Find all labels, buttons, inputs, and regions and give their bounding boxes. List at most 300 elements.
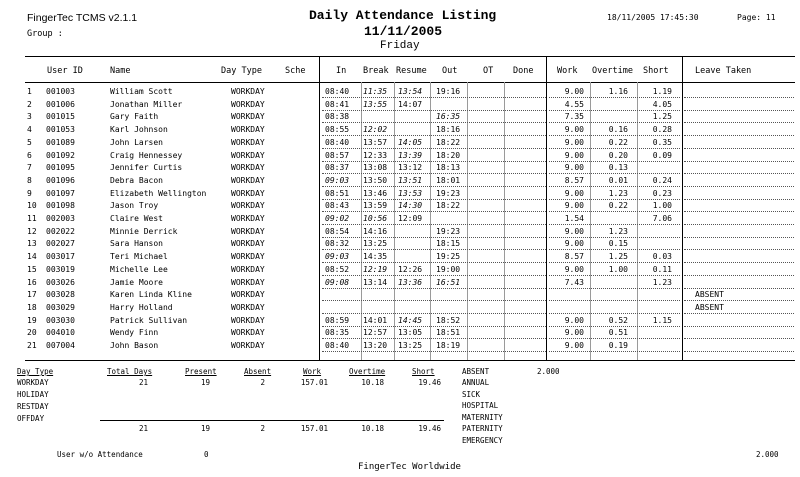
- day-type-cell: WORKDAY: [231, 316, 265, 325]
- short-cell: 1.00: [652, 201, 672, 210]
- break-cell: 10:56: [363, 214, 388, 223]
- leave-taken-cell: ABSENT: [695, 303, 724, 312]
- in-cell: 08:41: [325, 100, 350, 109]
- row-number: 5: [27, 138, 32, 147]
- row-separator: [549, 300, 680, 301]
- user-without-attendance-value: 0: [204, 450, 209, 459]
- in-cell: 08:52: [325, 265, 350, 274]
- row-number: 17: [27, 290, 37, 299]
- row-number: 11: [27, 214, 37, 223]
- row-number: 7: [27, 163, 32, 172]
- break-cell: 13:55: [363, 100, 388, 109]
- summary-total-days: 21: [138, 424, 148, 433]
- user-without-attendance-label: User w/o Attendance: [57, 450, 143, 459]
- row-number: 8: [27, 176, 32, 185]
- name-cell: Jason Troy: [110, 201, 159, 210]
- break-cell: 12:02: [363, 125, 388, 134]
- name-cell: Craig Hennessey: [110, 151, 183, 160]
- name-cell: Jonathan Miller: [110, 100, 183, 109]
- col-header-user-id: User ID: [47, 66, 83, 76]
- short-cell: 0.09: [652, 151, 672, 160]
- out-cell: 18:13: [436, 163, 461, 172]
- row-separator: [684, 351, 794, 352]
- col-header-leave-taken: Leave Taken: [695, 66, 752, 76]
- work-cell: 9.00: [564, 328, 584, 337]
- resume-cell: 13:36: [398, 278, 423, 287]
- work-cell: 9.00: [564, 189, 584, 198]
- user-id-cell: 003028: [46, 290, 75, 299]
- row-separator: [549, 351, 680, 352]
- short-cell: 1.23: [652, 278, 672, 287]
- in-cell: 08:55: [325, 125, 350, 134]
- break-cell: 13:59: [363, 201, 388, 210]
- in-cell: 08:38: [325, 112, 350, 121]
- name-cell: John Bason: [110, 341, 159, 350]
- out-cell: 18:22: [436, 201, 461, 210]
- summary-header-work: Work: [303, 367, 322, 376]
- table-row: [0, 200, 800, 212]
- row-separator: [322, 275, 546, 276]
- user-id-cell: 004010: [46, 328, 75, 337]
- work-cell: 7.43: [564, 278, 584, 287]
- name-cell: John Larsen: [110, 138, 163, 147]
- work-cell: 9.00: [564, 265, 584, 274]
- break-cell: 11:35: [363, 87, 388, 96]
- row-number: 1: [27, 87, 32, 96]
- in-cell: 08:40: [325, 138, 350, 147]
- in-cell: 08:37: [325, 163, 350, 172]
- summary-workday-overtime: 10.18: [361, 378, 384, 387]
- resume-cell: 13:39: [398, 151, 423, 160]
- footer-company: FingerTec Worldwide: [358, 462, 461, 472]
- break-cell: 12:57: [363, 328, 388, 337]
- col-header-day-type: Day Type: [221, 66, 262, 76]
- out-cell: 18:01: [436, 176, 461, 185]
- work-cell: 9.00: [564, 341, 584, 350]
- short-cell: 7.06: [652, 214, 672, 223]
- row-separator: [684, 275, 794, 276]
- summary-workday-absent: 2: [260, 378, 265, 387]
- table-row: [0, 162, 800, 174]
- table-row: [0, 289, 800, 301]
- break-cell: 13:25: [363, 239, 388, 248]
- resume-cell: 14:45: [398, 316, 423, 325]
- out-cell: 18:51: [436, 328, 461, 337]
- day-type-cell: WORKDAY: [231, 290, 265, 299]
- break-cell: 13:20: [363, 341, 388, 350]
- overtime-cell: 0.52: [608, 316, 628, 325]
- short-cell: 1.15: [652, 316, 672, 325]
- summary-workday-present: 19: [200, 378, 210, 387]
- name-cell: William Scott: [110, 87, 173, 96]
- col-header-resume: Resume: [396, 66, 427, 76]
- name-cell: Patrick Sullivan: [110, 316, 188, 325]
- row-separator: [549, 211, 680, 212]
- row-separator: [322, 211, 546, 212]
- row-number: 2: [27, 100, 32, 109]
- row-separator: [684, 262, 794, 263]
- day-type-cell: WORKDAY: [231, 239, 265, 248]
- leave-type-sick: SICK: [462, 390, 481, 399]
- break-cell: 14:16: [363, 227, 388, 236]
- user-id-cell: 002022: [46, 227, 75, 236]
- out-cell: 18:22: [436, 138, 461, 147]
- name-cell: Teri Michael: [110, 252, 168, 261]
- overtime-cell: 0.22: [608, 138, 628, 147]
- in-cell: 08:43: [325, 201, 350, 210]
- leave-type-maternity: MATERNITY: [462, 413, 503, 422]
- summary-workday-total: 21: [138, 378, 148, 387]
- report-title: Daily Attendance Listing: [309, 8, 497, 23]
- row-separator: [549, 186, 680, 187]
- table-row: [0, 340, 800, 352]
- table-row: [0, 302, 800, 314]
- row-separator: [322, 173, 546, 174]
- row-separator: [322, 122, 546, 123]
- leave-grand-total: 2.000: [756, 450, 779, 459]
- name-cell: Wendy Finn: [110, 328, 159, 337]
- user-id-cell: 001098: [46, 201, 75, 210]
- table-header-rule: [25, 82, 795, 83]
- summary-type-restday: RESTDAY: [17, 402, 49, 411]
- table-row: [0, 124, 800, 136]
- user-id-cell: 001092: [46, 151, 75, 160]
- out-cell: 18:19: [436, 341, 461, 350]
- row-separator: [549, 262, 680, 263]
- out-cell: 16:51: [436, 278, 461, 287]
- leave-absent-value: 2.000: [537, 367, 560, 376]
- row-separator: [549, 249, 680, 250]
- resume-cell: 13:05: [398, 328, 423, 337]
- name-cell: Elizabeth Wellington: [110, 189, 207, 198]
- col-header-work: Work: [557, 66, 578, 76]
- summary-total-work: 157.01: [300, 424, 328, 433]
- day-type-cell: WORKDAY: [231, 151, 265, 160]
- group-label: Group :: [27, 29, 63, 39]
- name-cell: Claire West: [110, 214, 163, 223]
- summary-header-total-days: Total Days: [107, 367, 153, 376]
- row-number: 18: [27, 303, 37, 312]
- row-separator: [684, 148, 794, 149]
- row-separator: [549, 173, 680, 174]
- table-row: [0, 213, 800, 225]
- row-separator: [322, 338, 546, 339]
- summary-header-absent: Absent: [244, 367, 272, 376]
- overtime-cell: 0.19: [608, 341, 628, 350]
- resume-cell: 12:26: [398, 265, 423, 274]
- col-header-ot: OT: [483, 66, 494, 76]
- row-separator: [549, 313, 680, 314]
- name-cell: Karl Johnson: [110, 125, 168, 134]
- summary-header-short: Short: [412, 367, 435, 376]
- app-version: FingerTec TCMS v2.1.1: [27, 12, 138, 24]
- table-row: [0, 86, 800, 98]
- print-timestamp: 18/11/2005 17:45:30: [607, 13, 699, 22]
- row-number: 12: [27, 227, 37, 236]
- name-cell: Gary Faith: [110, 112, 159, 121]
- in-cell: 08:54: [325, 227, 350, 236]
- work-cell: 7.35: [564, 112, 584, 121]
- table-row: [0, 137, 800, 149]
- out-cell: 18:16: [436, 125, 461, 134]
- work-cell: 9.00: [564, 151, 584, 160]
- day-type-cell: WORKDAY: [231, 201, 265, 210]
- row-separator: [549, 148, 680, 149]
- row-separator: [322, 300, 546, 301]
- day-type-cell: WORKDAY: [231, 278, 265, 287]
- short-cell: 0.35: [652, 138, 672, 147]
- table-row: [0, 264, 800, 276]
- work-cell: 8.57: [564, 176, 584, 185]
- user-id-cell: 002027: [46, 239, 75, 248]
- row-number: 4: [27, 125, 32, 134]
- user-id-cell: 001097: [46, 189, 75, 198]
- out-cell: 19:16: [436, 87, 461, 96]
- in-cell: 08:51: [325, 189, 350, 198]
- user-id-cell: 003019: [46, 265, 75, 274]
- out-cell: 19:00: [436, 265, 461, 274]
- row-separator: [549, 135, 680, 136]
- row-number: 3: [27, 112, 32, 121]
- name-cell: Michelle Lee: [110, 265, 168, 274]
- page-number: Page: 11: [737, 13, 776, 22]
- name-cell: Harry Holland: [110, 303, 173, 312]
- resume-cell: 14:30: [398, 201, 423, 210]
- summary-total-short: 19.46: [418, 424, 441, 433]
- row-number: 6: [27, 151, 32, 160]
- short-cell: 0.24: [652, 176, 672, 185]
- row-separator: [549, 275, 680, 276]
- col-header-sche: Sche: [285, 66, 306, 76]
- user-id-cell: 001015: [46, 112, 75, 121]
- in-cell: 08:40: [325, 87, 350, 96]
- row-number: 13: [27, 239, 37, 248]
- resume-cell: 14:07: [398, 100, 423, 109]
- col-header-done: Done: [513, 66, 534, 76]
- row-number: 10: [27, 201, 37, 210]
- table-row: [0, 251, 800, 263]
- name-cell: Jennifer Curtis: [110, 163, 183, 172]
- work-cell: 4.55: [564, 100, 584, 109]
- user-id-cell: 002003: [46, 214, 75, 223]
- overtime-cell: 1.16: [608, 87, 628, 96]
- day-type-cell: WORKDAY: [231, 227, 265, 236]
- user-id-cell: 001096: [46, 176, 75, 185]
- summary-type-offday: OFFDAY: [17, 414, 45, 423]
- user-id-cell: 003017: [46, 252, 75, 261]
- short-cell: 0.11: [652, 265, 672, 274]
- row-separator: [684, 122, 794, 123]
- table-row: [0, 175, 800, 187]
- short-cell: 1.25: [652, 112, 672, 121]
- row-separator: [322, 262, 546, 263]
- name-cell: Karen Linda Kline: [110, 290, 192, 299]
- user-id-cell: 007004: [46, 341, 75, 350]
- day-type-cell: WORKDAY: [231, 100, 265, 109]
- resume-cell: 13:51: [398, 176, 423, 185]
- user-id-cell: 003026: [46, 278, 75, 287]
- day-type-cell: WORKDAY: [231, 163, 265, 172]
- leave-type-hospital: HOSPITAL: [462, 401, 499, 410]
- row-separator: [684, 338, 794, 339]
- row-number: 19: [27, 316, 37, 325]
- resume-cell: 13:53: [398, 189, 423, 198]
- overtime-cell: 0.13: [608, 163, 628, 172]
- break-cell: 12:33: [363, 151, 388, 160]
- work-cell: 9.00: [564, 201, 584, 210]
- work-cell: 9.00: [564, 138, 584, 147]
- break-cell: 13:57: [363, 138, 388, 147]
- row-number: 20: [27, 328, 37, 337]
- table-row: [0, 327, 800, 339]
- out-cell: 19:25: [436, 252, 461, 261]
- table-row: [0, 226, 800, 238]
- day-type-cell: WORKDAY: [231, 112, 265, 121]
- overtime-cell: 0.51: [608, 328, 628, 337]
- day-type-cell: WORKDAY: [231, 125, 265, 134]
- table-row: [0, 277, 800, 289]
- leave-type-annual: ANNUAL: [462, 378, 490, 387]
- row-separator: [322, 313, 546, 314]
- work-cell: 9.00: [564, 316, 584, 325]
- row-number: 15: [27, 265, 37, 274]
- row-separator: [549, 338, 680, 339]
- resume-cell: 13:12: [398, 163, 423, 172]
- in-cell: 08:40: [325, 341, 350, 350]
- in-cell: 08:32: [325, 239, 350, 248]
- day-type-cell: WORKDAY: [231, 87, 265, 96]
- break-cell: 12:19: [363, 265, 388, 274]
- overtime-cell: 1.23: [608, 227, 628, 236]
- user-id-cell: 001089: [46, 138, 75, 147]
- day-type-cell: WORKDAY: [231, 265, 265, 274]
- out-cell: 19:23: [436, 189, 461, 198]
- table-row: [0, 188, 800, 200]
- row-separator: [684, 249, 794, 250]
- out-cell: 18:52: [436, 316, 461, 325]
- overtime-cell: 0.15: [608, 239, 628, 248]
- user-id-cell: 001095: [46, 163, 75, 172]
- in-cell: 09:03: [325, 176, 350, 185]
- row-separator: [322, 351, 546, 352]
- day-type-cell: WORKDAY: [231, 176, 265, 185]
- name-cell: Minnie Derrick: [110, 227, 178, 236]
- day-type-cell: WORKDAY: [231, 341, 265, 350]
- user-id-cell: 003030: [46, 316, 75, 325]
- resume-cell: 14:05: [398, 138, 423, 147]
- leave-type-paternity: PATERNITY: [462, 424, 503, 433]
- row-separator: [322, 135, 546, 136]
- break-cell: 13:14: [363, 278, 388, 287]
- overtime-cell: 1.23: [608, 189, 628, 198]
- user-id-cell: 001003: [46, 87, 75, 96]
- col-header-name: Name: [110, 66, 131, 76]
- col-header-overtime: Overtime: [592, 66, 633, 76]
- overtime-cell: 0.01: [608, 176, 628, 185]
- user-id-cell: 001006: [46, 100, 75, 109]
- row-number: 21: [27, 341, 37, 350]
- table-row: [0, 315, 800, 327]
- out-cell: 18:20: [436, 151, 461, 160]
- work-cell: 8.57: [564, 252, 584, 261]
- break-cell: 14:35: [363, 252, 388, 261]
- row-separator: [684, 300, 794, 301]
- resume-cell: 13:54: [398, 87, 423, 96]
- overtime-cell: 0.20: [608, 151, 628, 160]
- table-bottom-rule: [25, 360, 795, 361]
- day-type-cell: WORKDAY: [231, 138, 265, 147]
- overtime-cell: 1.25: [608, 252, 628, 261]
- row-separator: [684, 224, 794, 225]
- summary-total-rule: [100, 420, 444, 421]
- work-cell: 9.00: [564, 227, 584, 236]
- break-cell: 14:01: [363, 316, 388, 325]
- in-cell: 09:03: [325, 252, 350, 261]
- summary-workday-short: 19.46: [418, 378, 441, 387]
- report-weekday: Friday: [380, 40, 420, 52]
- leave-type-absent: ABSENT: [462, 367, 490, 376]
- name-cell: Jamie Moore: [110, 278, 163, 287]
- name-cell: Debra Bacon: [110, 176, 163, 185]
- row-number: 9: [27, 189, 32, 198]
- report-date: 11/11/2005: [364, 24, 443, 39]
- leave-taken-cell: ABSENT: [695, 290, 724, 299]
- in-cell: 08:35: [325, 328, 350, 337]
- table-row: [0, 238, 800, 250]
- short-cell: 1.19: [652, 87, 672, 96]
- day-type-cell: WORKDAY: [231, 189, 265, 198]
- resume-cell: 12:09: [398, 214, 423, 223]
- row-separator: [684, 97, 794, 98]
- short-cell: 4.05: [652, 100, 672, 109]
- table-top-rule: [25, 56, 795, 57]
- summary-header-overtime: Overtime: [349, 367, 386, 376]
- summary-header-day-type: Day Type: [17, 367, 54, 376]
- table-row: [0, 99, 800, 111]
- row-number: 14: [27, 252, 37, 261]
- overtime-cell: 0.22: [608, 201, 628, 210]
- name-cell: Sara Hanson: [110, 239, 163, 248]
- day-type-cell: WORKDAY: [231, 303, 265, 312]
- user-id-cell: 001053: [46, 125, 75, 134]
- row-separator: [322, 97, 546, 98]
- out-cell: 19:23: [436, 227, 461, 236]
- out-cell: 18:15: [436, 239, 461, 248]
- row-separator: [322, 224, 546, 225]
- summary-total-absent: 2: [260, 424, 265, 433]
- work-cell: 9.00: [564, 87, 584, 96]
- leave-type-emergency: EMERGENCY: [462, 436, 503, 445]
- summary-header-present: Present: [185, 367, 217, 376]
- short-cell: 0.03: [652, 252, 672, 261]
- table-row: [0, 150, 800, 162]
- resume-cell: 13:25: [398, 341, 423, 350]
- row-separator: [684, 135, 794, 136]
- break-cell: 13:46: [363, 189, 388, 198]
- row-separator: [549, 122, 680, 123]
- col-header-break: Break: [363, 66, 389, 76]
- work-cell: 9.00: [564, 125, 584, 134]
- user-id-cell: 003029: [46, 303, 75, 312]
- row-number: 16: [27, 278, 37, 287]
- col-header-out: Out: [442, 66, 458, 76]
- summary-type-holiday: HOLIDAY: [17, 390, 49, 399]
- col-header-in: In: [336, 66, 347, 76]
- work-cell: 9.00: [564, 239, 584, 248]
- in-cell: 08:59: [325, 316, 350, 325]
- row-separator: [322, 148, 546, 149]
- row-separator: [322, 186, 546, 187]
